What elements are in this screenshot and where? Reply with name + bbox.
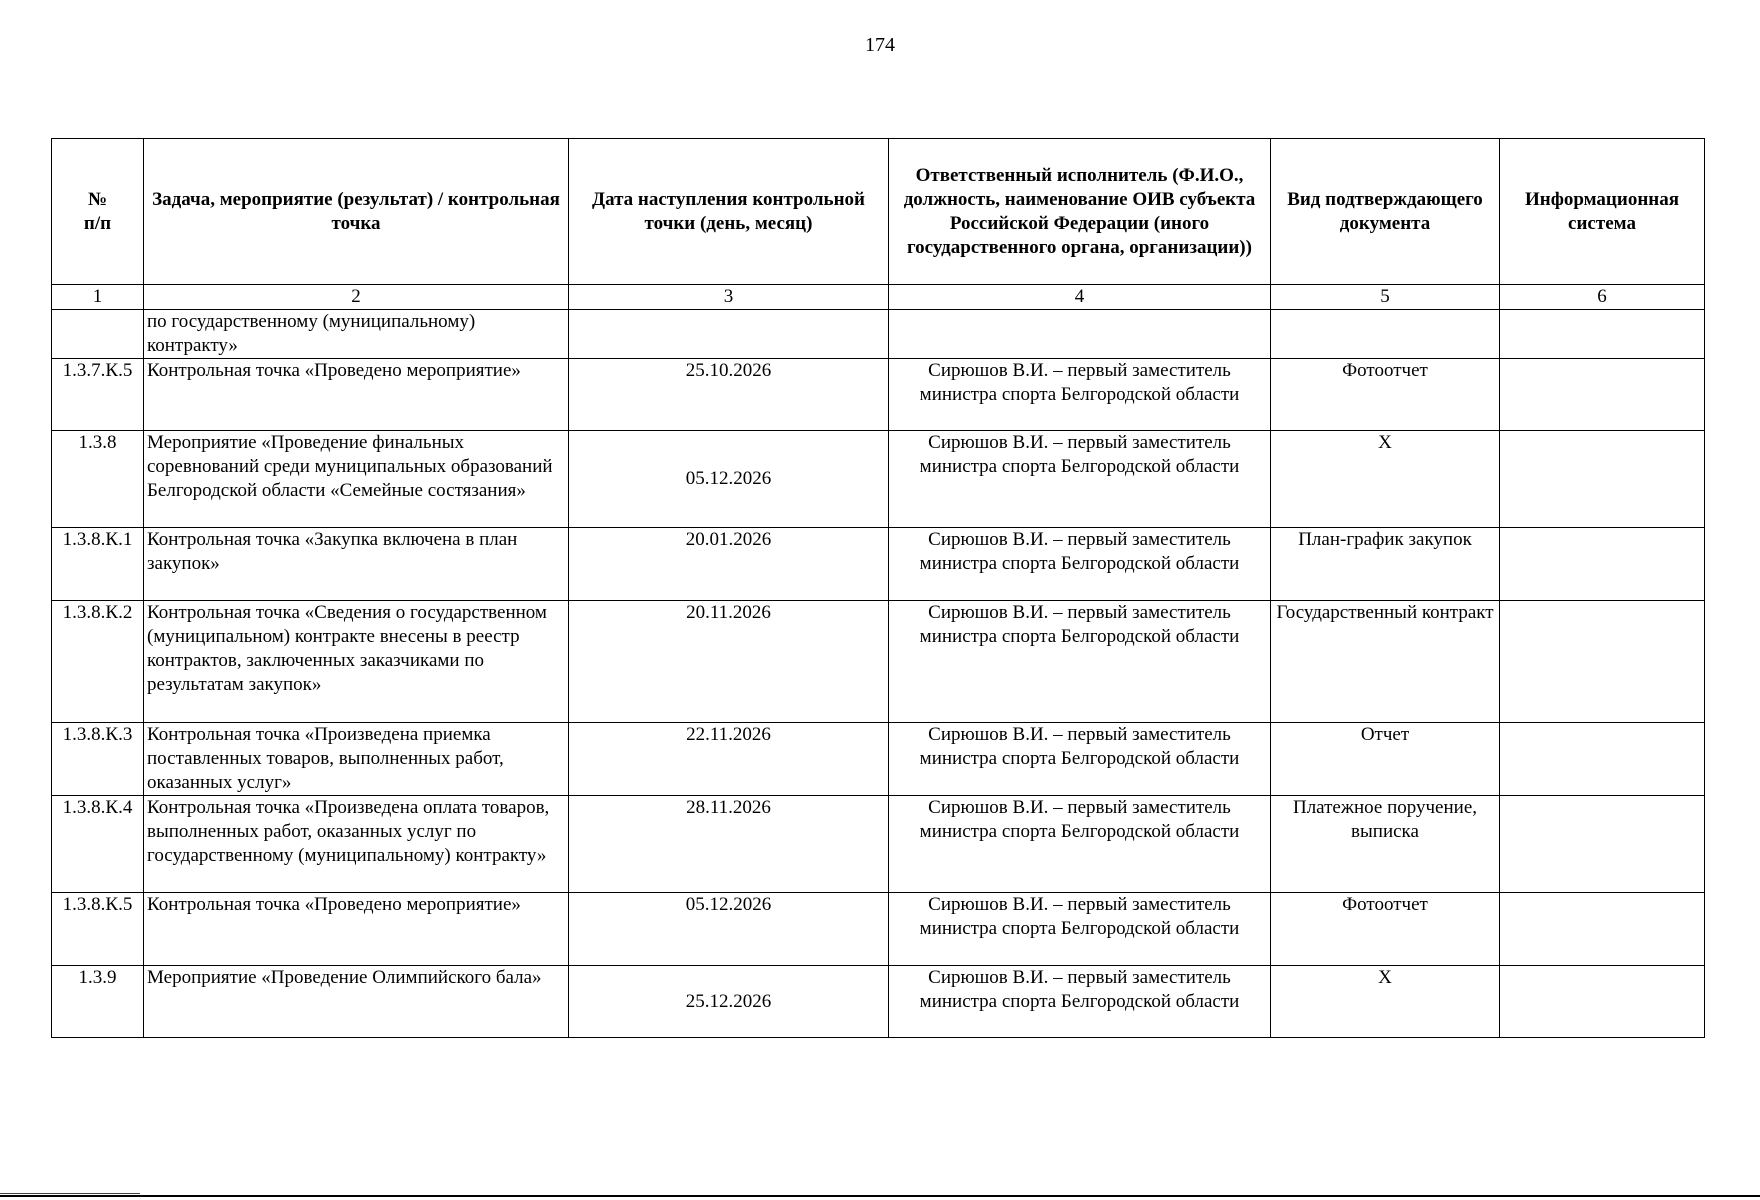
header-document: Вид подтверждающего документа xyxy=(1271,139,1500,285)
row-document: Государственный контракт xyxy=(1271,601,1500,723)
table-row xyxy=(52,893,1705,966)
table-row xyxy=(52,796,1705,893)
row-task: Контрольная точка «Проведено мероприятие» xyxy=(144,359,569,431)
row-executor: Сирюшов В.И. – первый заместитель министра спорта Белгородской области xyxy=(889,528,1271,601)
table-row xyxy=(52,359,1705,431)
header-executor: Ответственный исполнитель (Ф.И.О., должность, наименование ОИВ субъекта Российской Федерации (иного государственного органа, организации)) xyxy=(889,139,1271,285)
row-system xyxy=(1500,893,1705,966)
row-task: Контрольная точка «Произведена оплата товаров, выполненных работ, оказанных услуг по государственному (муниципальному) контракту» xyxy=(144,796,569,893)
row-number: 1.3.8.К.2 xyxy=(52,601,144,723)
header-task: Задача, мероприятие (результат) / контрольная точка xyxy=(144,139,569,285)
row-executor: Сирюшов В.И. – первый заместитель министра спорта Белгородской области xyxy=(889,966,1271,1038)
header-number: № п/п xyxy=(52,139,144,285)
row-number: 1.3.8.К.4 xyxy=(52,796,144,893)
row-executor: Сирюшов В.И. – первый заместитель министра спорта Белгородской области xyxy=(889,601,1271,723)
scan-bottom-edge xyxy=(0,1195,1760,1197)
column-index-row xyxy=(52,285,1705,310)
row-document: Платежное поручение, выписка xyxy=(1271,796,1500,893)
row-task: Мероприятие «Проведение финальных соревнований среди муниципальных образований Белгородской области «Семейные состязания» xyxy=(144,431,569,528)
row-task: Мероприятие «Проведение Олимпийского бала» xyxy=(144,966,569,1038)
row-system xyxy=(1500,723,1705,796)
row-system xyxy=(1500,310,1705,359)
table-row xyxy=(52,601,1705,723)
row-document: Фотоотчет xyxy=(1271,359,1500,431)
row-system xyxy=(1500,966,1705,1038)
row-executor: Сирюшов В.И. – первый заместитель министра спорта Белгородской области xyxy=(889,893,1271,966)
row-task: Контрольная точка «Произведена приемка поставленных товаров, выполненных работ, оказанных услуг» xyxy=(144,723,569,796)
table-header-row xyxy=(52,139,1705,285)
row-system xyxy=(1500,359,1705,431)
table-row xyxy=(52,966,1705,1038)
row-task: Контрольная точка «Закупка включена в план закупок» xyxy=(144,528,569,601)
row-date: 22.11.2026 xyxy=(569,723,889,796)
control-points-table xyxy=(51,138,1705,1038)
row-number: 1.3.7.К.5 xyxy=(52,359,144,431)
row-document: Отчет xyxy=(1271,723,1500,796)
header-date: Дата наступления контрольной точки (день, месяц) xyxy=(569,139,889,285)
row-document: Х xyxy=(1271,431,1500,528)
row-task: Контрольная точка «Сведения о государственном (муниципальном) контракте внесены в реестр контрактов, заключенных заказчиками по результатам закупок» xyxy=(144,601,569,723)
row-date xyxy=(569,310,889,359)
page-number: 174 xyxy=(865,34,895,56)
column-index: 6 xyxy=(1500,285,1705,310)
row-number xyxy=(52,310,144,359)
row-executor xyxy=(889,310,1271,359)
row-number: 1.3.8.К.1 xyxy=(52,528,144,601)
row-date: 25.12.2026 xyxy=(569,966,889,1038)
row-document: План-график закупок xyxy=(1271,528,1500,601)
row-executor: Сирюшов В.И. – первый заместитель министра спорта Белгородской области xyxy=(889,431,1271,528)
column-index: 1 xyxy=(52,285,144,310)
table-row xyxy=(52,528,1705,601)
column-index: 3 xyxy=(569,285,889,310)
row-number: 1.3.8.К.3 xyxy=(52,723,144,796)
row-date: 20.11.2026 xyxy=(569,601,889,723)
column-index: 5 xyxy=(1271,285,1500,310)
scan-edge-line xyxy=(0,1193,140,1194)
row-system xyxy=(1500,431,1705,528)
row-document xyxy=(1271,310,1500,359)
row-system xyxy=(1500,528,1705,601)
row-executor: Сирюшов В.И. – первый заместитель министра спорта Белгородской области xyxy=(889,796,1271,893)
column-index: 4 xyxy=(889,285,1271,310)
row-task: Контрольная точка «Проведено мероприятие» xyxy=(144,893,569,966)
header-system: Информационная система xyxy=(1500,139,1705,285)
row-system xyxy=(1500,796,1705,893)
table-row xyxy=(52,431,1705,528)
row-number: 1.3.8.К.5 xyxy=(52,893,144,966)
row-document: Х xyxy=(1271,966,1500,1038)
row-executor: Сирюшов В.И. – первый заместитель министра спорта Белгородской области xyxy=(889,359,1271,431)
row-system xyxy=(1500,601,1705,723)
row-date: 25.10.2026 xyxy=(569,359,889,431)
row-executor: Сирюшов В.И. – первый заместитель министра спорта Белгородской области xyxy=(889,723,1271,796)
row-date: 05.12.2026 xyxy=(569,431,889,528)
column-index: 2 xyxy=(144,285,569,310)
table-row xyxy=(52,723,1705,796)
table-row xyxy=(52,310,1705,359)
row-date: 20.01.2026 xyxy=(569,528,889,601)
row-task: по государственному (муниципальному) контракту» xyxy=(144,310,569,359)
row-date: 05.12.2026 xyxy=(569,893,889,966)
row-number: 1.3.9 xyxy=(52,966,144,1038)
row-number: 1.3.8 xyxy=(52,431,144,528)
row-date: 28.11.2026 xyxy=(569,796,889,893)
row-document: Фотоотчет xyxy=(1271,893,1500,966)
